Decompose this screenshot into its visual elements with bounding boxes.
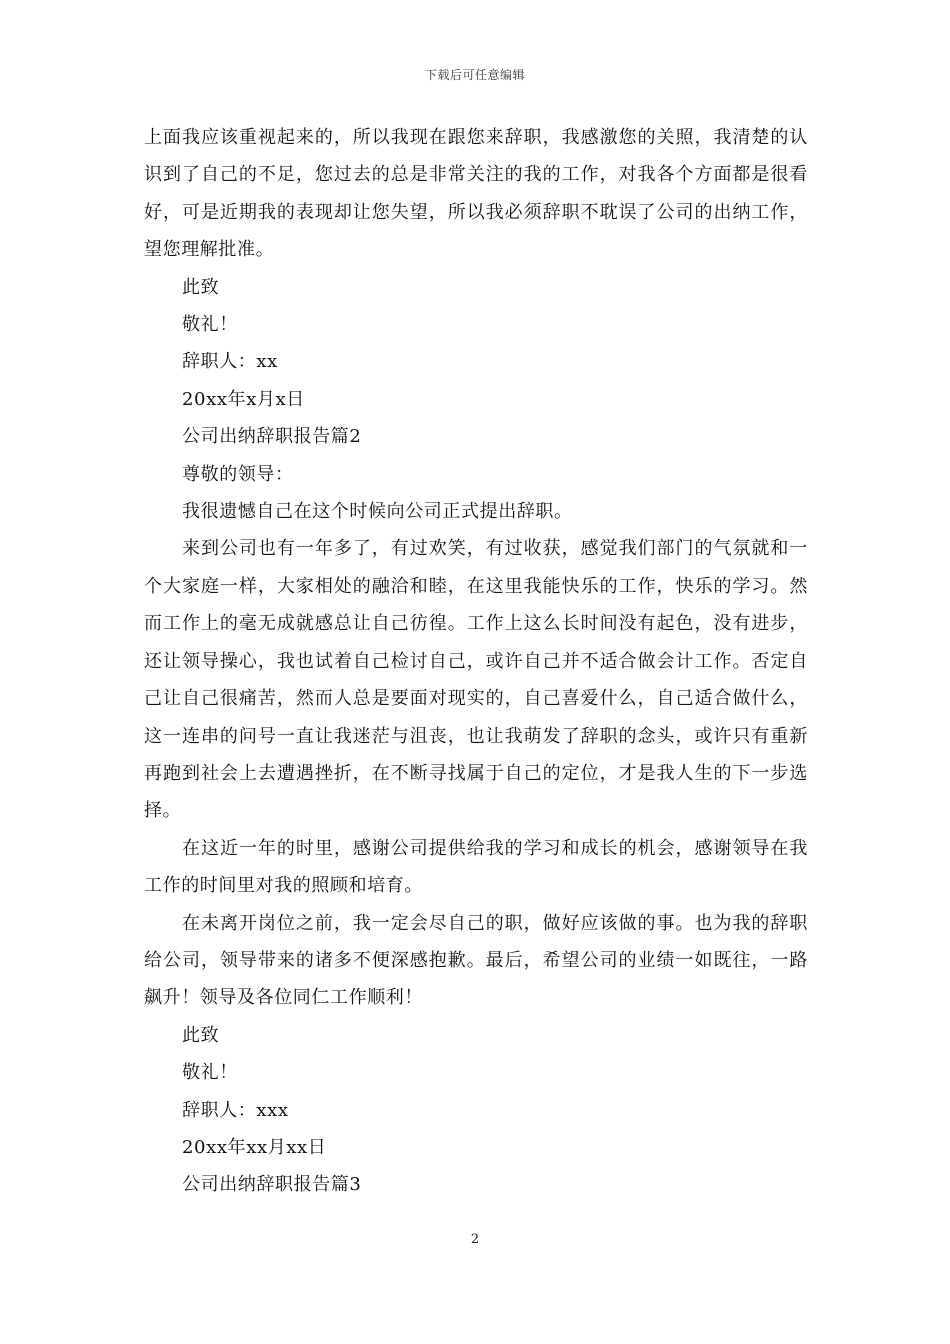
paragraph: 来到公司也有一年多了，有过欢笑，有过收获，感觉我们部门的气氛就和一个大家庭一样，大家相处的融洽和睦，在这里我能快乐的工作，快乐的学习。然而工作上的毫无成就感总让自己彷徨。工作上这么长时间没有起色，没有进步，还让领导操心，我也试着自己检讨自己，或许自己并不适合做会计工作。否定自己让自己很痛苦，然而人总是要面对现实的，自己喜爱什么，自己适合做什么，这一连串的问号一直让我迷茫与沮丧，也让我萌发了辞职的念头，或许只有重新再跑到社会上去遭遇挫折，在不断寻找属于自己的定位，才是我人生的下一步选择。 bbox=[144, 538, 808, 822]
signature-line: 辞职人：xx bbox=[182, 351, 278, 373]
document-body bbox=[144, 119, 808, 1204]
page-header: 下载后可任意编辑 bbox=[424, 68, 525, 82]
paragraph: 在未离开岗位之前，我一定会尽自己的职，做好应该做的事。也为我的辞职给公司，领导带来的诸多不便深感抱歉。最后，希望公司的业绩一如既往，一路飙升！领导及各位同仁工作顺利！ bbox=[144, 912, 808, 1009]
paragraph: 在这近一年的时里，感谢公司提供给我的学习和成长的机会，感谢领导在我工作的时间里对我的照顾和培育。 bbox=[144, 837, 808, 897]
paragraph-continuation: 上面我应该重视起来的，所以我现在跟您来辞职，我感激您的关照，我清楚的认识到了自己的不足，您过去的总是非常关注的我的工作，对我各个方面都是很看好，可是近期我的表现却让您失望，所以我必须辞职不耽误了公司的出纳工作，望您理解批准。 bbox=[144, 127, 808, 261]
section-title: 公司出纳辞职报告篇2 bbox=[182, 426, 362, 448]
signature-line: 辞职人：xxx bbox=[182, 1099, 289, 1121]
date-line: 20xx年x月x日 bbox=[182, 388, 305, 410]
closing-salutation: 此致 bbox=[182, 1024, 220, 1046]
closing-regards: 敬礼！ bbox=[182, 314, 238, 336]
page-number: 2 bbox=[470, 1232, 480, 1247]
paragraph: 我很遗憾自己在这个时候向公司正式提出辞职。 bbox=[182, 501, 573, 523]
greeting: 尊敬的领导： bbox=[182, 463, 294, 485]
date-line: 20xx年xx月xx日 bbox=[182, 1136, 327, 1158]
closing-regards: 敬礼！ bbox=[182, 1062, 238, 1084]
section-title: 公司出纳辞职报告篇3 bbox=[182, 1174, 362, 1196]
closing-salutation: 此致 bbox=[182, 276, 220, 298]
